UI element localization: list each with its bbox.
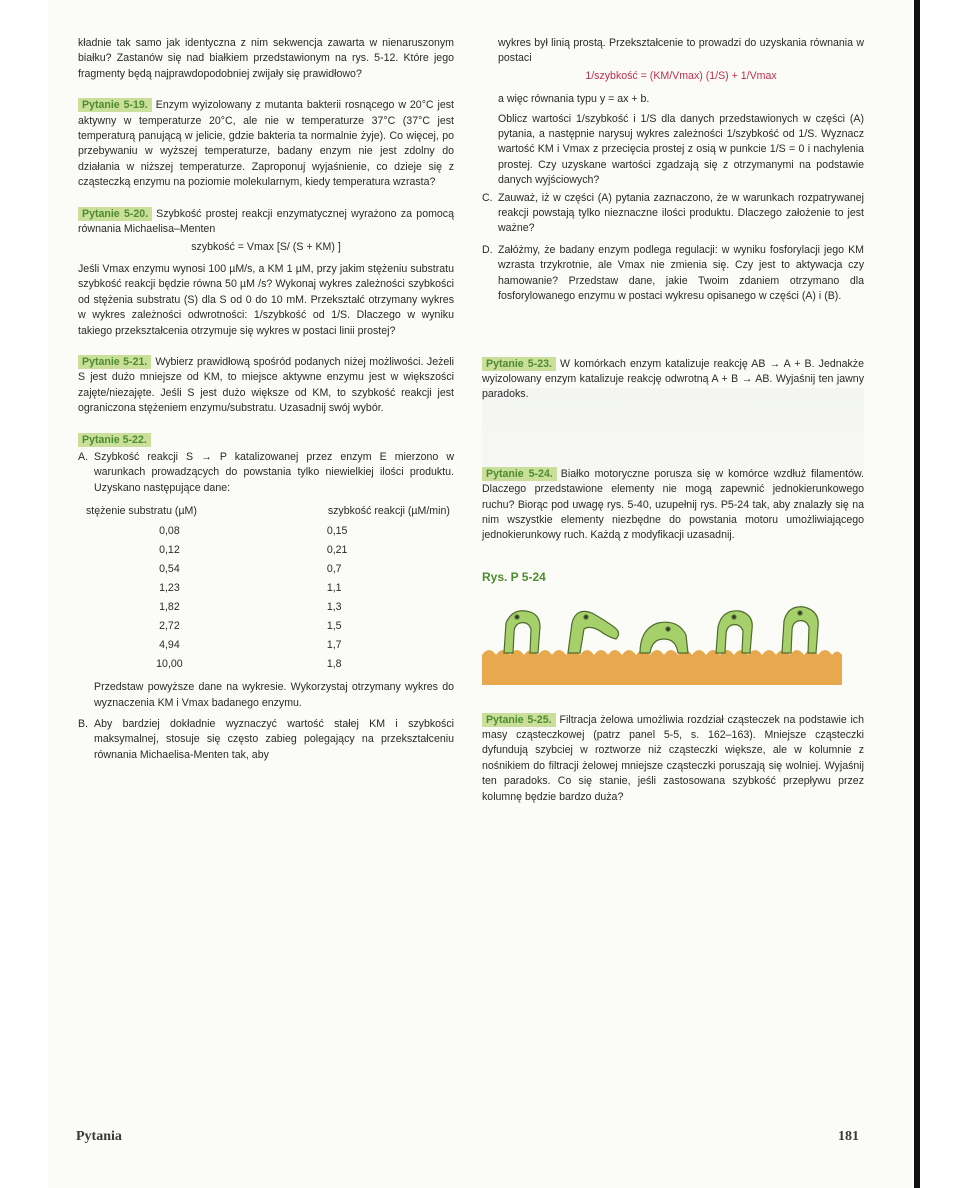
question-text: Enzym wyizolowany z mutanta bakterii rosnącego w 20°C jest aktywny w temperaturze 20°C, ale nie w temperaturze 37°C (37°C jest temperaturą panującą w jelicie, gdzie bakteria ta normalnie żyje). Co więcej, po przebywaniu w wyższej temperaturze, badany enzym nie jest zdolny do działania w niższej temperaturze. Zaproponuj wyjaśnienie, co dzieje się z cząsteczką enzymu na poziomie molekularnym, kiedy temperatura wzrasta? [78,99,454,189]
intro-paragraph: kładnie tak samo jak identyczna z nim sekwencja zawarta w nienaruszonym białku? Zastanów się nad białkiem przedstawionym na rys. 5-12. Które jego fragmenty będą najprawdopodobniej zwijały się prawidłowo? [78,37,454,80]
question-tag: Pytanie 5-23. [482,357,556,371]
question-5-21 [78,355,454,417]
table-cell: 1,5 [326,619,342,632]
filament-icon [482,650,842,685]
question-text: W komórkach enzym katalizuje reakcję AB → A + B. Jednakże wyizolowany enzym katalizuje reakcję odwrotną A + B → AB. Wyjaśnij ten jawny paradoks. [482,357,864,401]
question-tag: Pytanie 5-20. [78,207,152,221]
table-cell: 1,82 [159,600,180,613]
table-header: szybkość reakcji (µM/min) [327,505,450,518]
table-row [82,541,454,560]
right-column [482,36,864,821]
subquestion-text: Przedstaw powyższe dane na wykresie. Wykorzystaj otrzymany wykres do wyznaczenia KM i Vmax badanego enzymu. [94,681,454,709]
table-cell: 1,1 [326,581,342,594]
motor-protein-icon [782,607,818,653]
table-cell: 1,3 [326,600,342,613]
motor-protein-figure [482,593,842,685]
question-tag: Pytanie 5-19. [78,98,152,112]
table-row [82,560,454,579]
question-5-22 [78,433,454,764]
table-cell: 1,7 [326,638,342,651]
table-cell: 0,54 [159,562,180,575]
subquestion-text: Szybkość reakcji S → P katalizowanej przez enzym E mierzono w warunkach prowadzących do powstania tylko niewielkiej ilości produktu. Uzyskano następujące dane: [94,450,454,494]
subquestion-text: wykres był linią prostą. Przekształcenie to prowadzi do uzyskania równania w postaci [498,37,864,65]
subquestion-a [78,450,454,496]
table-cell: 4,94 [159,638,180,651]
table-cell: 2,72 [159,619,180,632]
table-row [82,522,454,541]
subquestion-b-continued [482,36,864,189]
motor-protein-icon [640,622,688,653]
table-header: stężenie substratu (µM) [86,505,197,518]
motor-protein-icon [716,611,752,653]
question-text: Filtracja żelowa umożliwia rozdział cząsteczek na podstawie ich masy cząsteczkowej (patrz panel 5-5, s. 162–163). Mniejsze cząsteczki dyfundują szybciej w roztworze niż cząsteczki większe, ale w kolumnie z nośnikiem do filtracji żelowej mniejsze cząsteczki poruszają się wolniej. Wyjaśnij ten paradoks. Co się stanie, jeśli zastosowana szybkość przepływu przez kolumnę będzie bardzo duża? [482,713,864,803]
question-text-continued: Jeśli Vmax enzymu wynosi 100 µM/s, a KM 1 µM, przy jakim stężeniu substratu szybkość reakcji będzie równa 50 µM /s? Wykonaj wykres zależności szybkości od stężenia substratu (S) dla S od 0 do 10 mM. Przekształć otrzymany wykres w wykres zależności odwrotności: 1/szybkość od 1/S. Dlaczego w wyniku takiego przekształcenia otrzymuje się wykres w postaci linii prostej? [78,262,454,337]
question-5-25 [482,713,864,805]
michaelis-menten-formula: szybkość = Vmax [S/ (S + KM) ] [191,241,341,254]
table-cell: 0,08 [159,524,180,537]
subquestion-letter: D. [482,243,493,256]
table-cell: 0,21 [326,543,348,556]
question-text: Wybierz prawidłową spośród podanych niżej możliwości. Jeżeli S jest dużo mniejsze od KM, to miejsce aktywne enzymu jest w większości zajęte/niezajęte. Jeśli S jest dużo większe od KM, to szybkość reakcji jest ograniczona stężeniem enzymu/substratu. Uzasadnij swój wybór. [78,355,454,415]
question-text: Szybkość prostej reakcji enzymatycznej wyrażono za pomocą równania Michaelisa–Menten [78,207,454,236]
figure-title: Rys. P 5-24 [482,569,546,584]
question-5-24 [482,467,864,544]
table-row [82,655,454,674]
subquestion-text: a więc równania typu y = ax + b. [498,93,650,106]
question-tag: Pytanie 5-22. [78,433,151,447]
subquestion-text: Aby bardziej dokładnie wyznaczyć wartość stałej KM i szybkości maksymalnej, stosuje się często zabieg polegający na przekształceniu równania Michaelisa-Menten tak, aby [94,717,454,761]
question-5-20 [78,207,454,339]
table-row [82,617,454,636]
subquestion-a-after [78,680,454,711]
footer-section-title: Pytania [76,1129,122,1144]
substrate-rate-table [82,502,454,674]
table-header-row [82,502,454,522]
page-margin [914,0,972,1188]
question-text: Białko motoryczne porusza się w komórce wzdłuż filamentów. Dlaczego przedstawione elementy nie mogą zapewnić jednokierunkowego ruchu? Biorąc pod uwagę rys. 5-40, uzupełnij rys. P5-24 tak, aby znalazły się na nim wszystkie elementy niezbędne do powstania motoru umożliwiającego jednokierunkowy ruch. Każdą z modyfikacji uzasadnij. [482,467,864,542]
subquestion-letter: A. [78,450,89,463]
table-cell: 1,23 [159,581,180,594]
motor-protein-icon [504,611,540,653]
question-tag: Pytanie 5-24. [482,467,557,481]
page-number: 181 [838,1129,859,1144]
subquestion-text: Zauważ, iż w części (A) pytania zaznaczono, że w warunkach rozpatrywanej reakcji powstają tylko nieznaczne ilości produktu. Dlaczego założenie to jest ważne? [498,191,864,235]
subquestion-d [482,243,864,305]
table-cell: 10,00 [156,657,183,670]
table-cell: 0,15 [326,524,348,537]
table-row [82,598,454,617]
question-tag: Pytanie 5-21. [78,355,151,369]
table-cell: 1,8 [326,657,342,670]
subquestion-text: Załóżmy, że badany enzym podlega regulacji: w wyniku fosforylacji jego KM wzrasta trzykrotnie, ale Vmax nie zmienia się. Czy jest to aktywacja czy hamowanie? Przedstaw dane, jakie Twoim zdaniem otrzymano dla fosforylowanego enzymu w postaci wykresu opisanego w części (A) i (B). [498,243,864,303]
question-tag: Pytanie 5-25. [482,713,556,727]
page-edge-shadow [914,0,920,1188]
subquestion-b [78,717,454,763]
left-column [78,36,454,769]
subquestion-letter: B. [78,717,89,730]
table-row [82,636,454,655]
question-5-23 [482,357,864,403]
motor-protein-icon [568,612,619,654]
question-5-19 [78,98,454,190]
table-cell: 0,7 [326,562,342,575]
table-cell: 0,12 [159,543,180,556]
lineweaver-burk-formula: 1/szybkość = (KM/Vmax) (1/S) + 1/Vmax [585,69,777,82]
table-row [82,579,454,598]
subquestion-text: Oblicz wartości 1/szybkość i 1/S dla danych przedstawionych w części (A) pytania, a następnie narysuj wykres zależności 1/szybkość od 1/S. Wyznacz wartość KM i Vmax z przecięcia prostej z osią w punkcie 1/S = 0 i nachylenia prostej. Czy uzyskane wartości zgadzają się z otrzymanymi na podstawie danych wyjściowych? [498,112,864,187]
subquestion-letter: C. [482,191,493,204]
subquestion-c [482,191,864,237]
